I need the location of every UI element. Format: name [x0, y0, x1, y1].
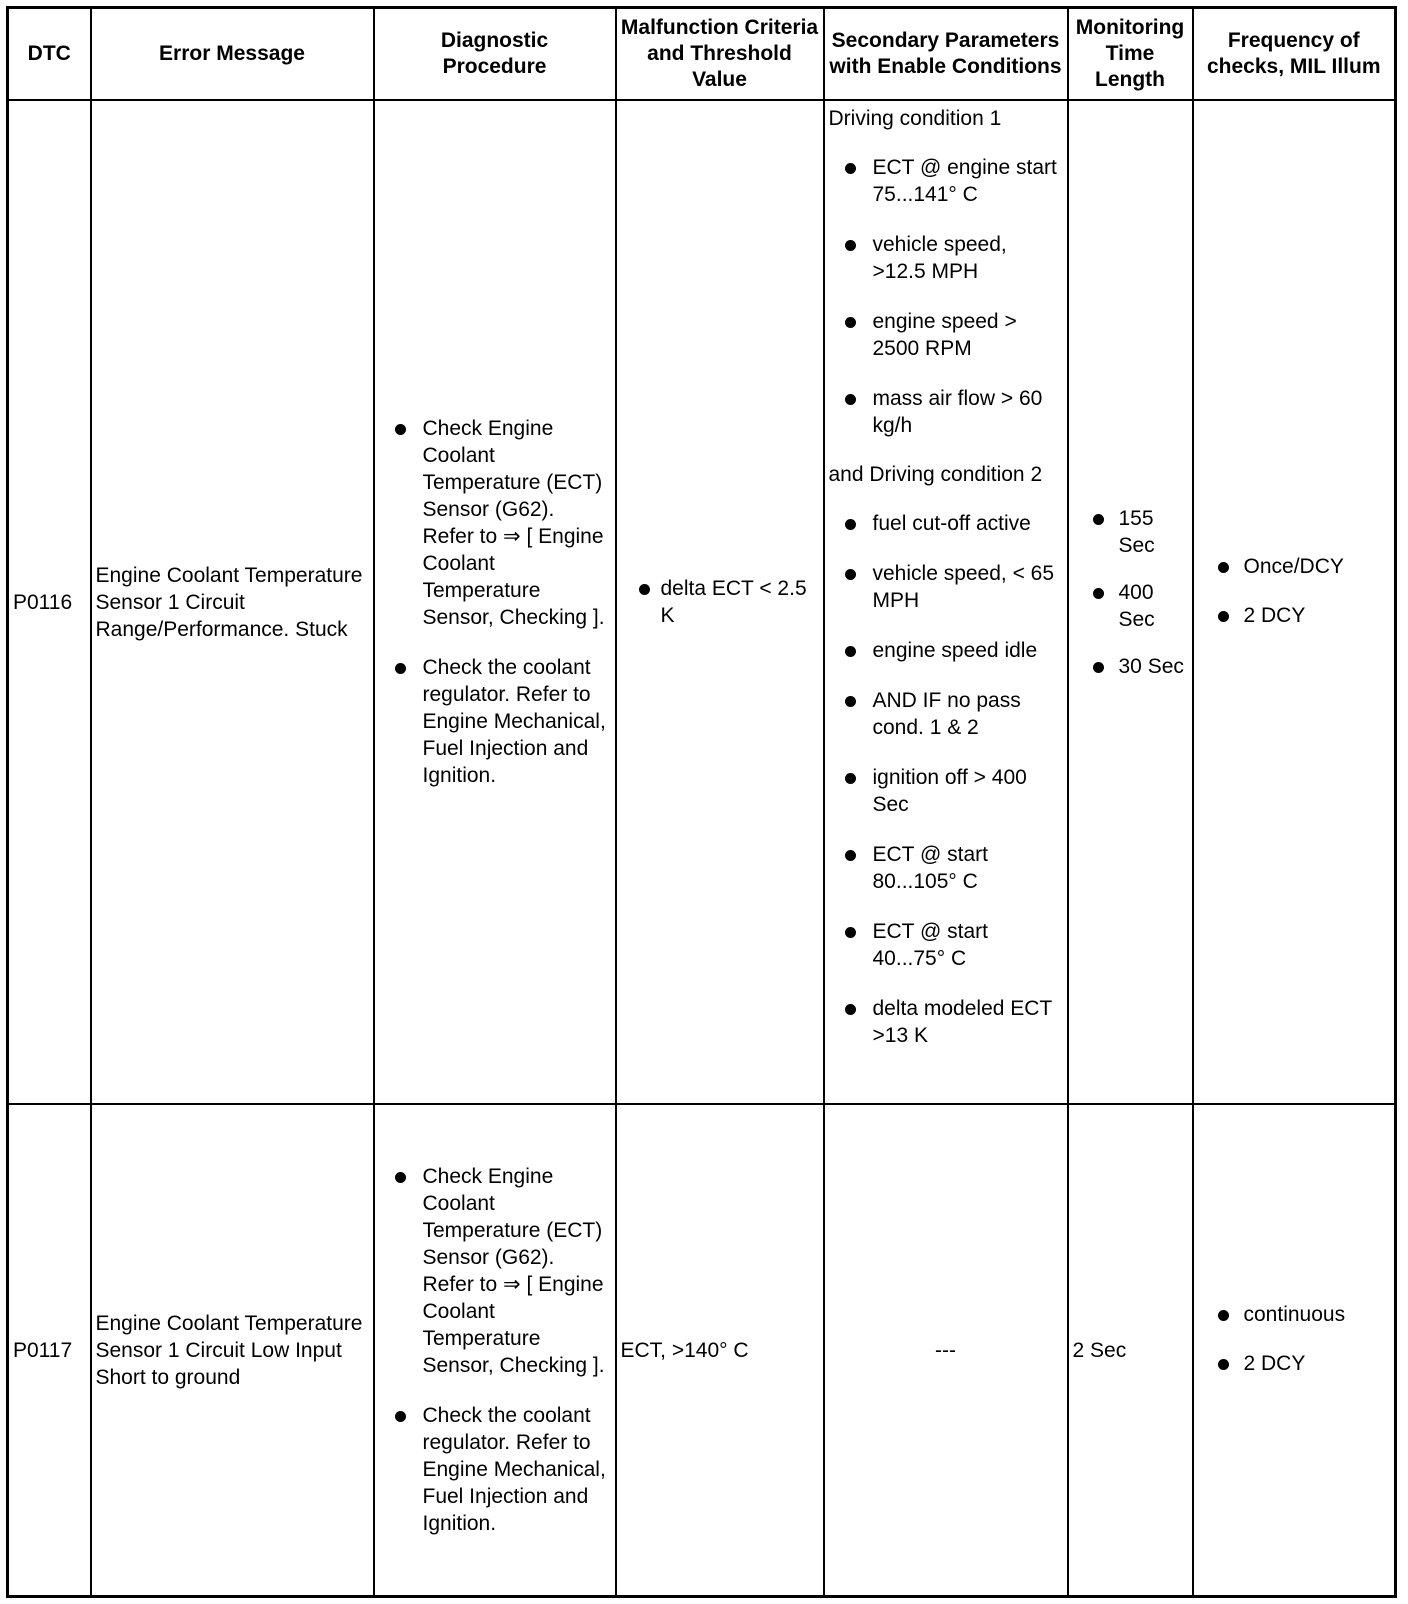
condition-1-label: Driving condition 1	[828, 107, 1002, 130]
header-dtc: DTC	[8, 8, 91, 101]
error-message: Engine Coolant Temperature Sensor 1 Circuit Low Input Short to ground	[91, 1104, 374, 1596]
bullet-icon	[1218, 611, 1229, 622]
dtc-code: P0117	[8, 1104, 91, 1596]
dtc-code: P0116	[8, 100, 91, 1104]
condition-item: vehicle speed, >12.5 MPH	[872, 233, 1007, 283]
list-item	[829, 841, 1063, 895]
list-item	[829, 510, 1063, 537]
time-item: 155 Sec	[1118, 506, 1155, 557]
condition-2-label: and Driving condition 2	[828, 463, 1043, 486]
bullet-icon	[1093, 588, 1104, 599]
bullet-icon	[845, 850, 856, 861]
list-item	[829, 308, 1063, 362]
bullet-icon	[1093, 662, 1104, 673]
condition-item: ECT @ start 80...105° C	[872, 843, 988, 893]
bullet-icon	[845, 1004, 856, 1015]
bullet-icon	[1218, 1359, 1229, 1370]
condition-item: ECT @ engine start 75...141° C	[872, 156, 1057, 206]
secondary-parameters: ---	[824, 1104, 1068, 1596]
monitoring-time: 2 Sec	[1068, 1104, 1193, 1596]
list-item	[1073, 653, 1188, 680]
procedure-step: Check the coolant regulator. Refer to Engine Mechanical, Fuel Injection and Ignition.	[422, 656, 606, 787]
bullet-icon	[845, 927, 856, 938]
header-row	[8, 8, 1396, 101]
malfunction-criteria	[616, 100, 824, 1104]
frequency-item: Once/DCY	[1243, 555, 1344, 578]
secondary-parameters	[824, 100, 1068, 1104]
condition-item: fuel cut-off active	[872, 512, 1031, 535]
malfunction-criteria: ECT, >140° C	[616, 1104, 824, 1596]
list-item	[379, 1402, 611, 1537]
list-item	[829, 995, 1063, 1049]
list-item	[829, 918, 1063, 972]
frequency-item: 2 DCY	[1243, 1352, 1306, 1375]
list-item	[379, 654, 611, 789]
list-item	[829, 385, 1063, 439]
bullet-icon	[1093, 514, 1104, 525]
frequency	[1193, 100, 1396, 1104]
header-malfunction-criteria: Malfunction Criteria and Threshold Value	[616, 8, 824, 101]
error-message: Engine Coolant Temperature Sensor 1 Circuit Range/Performance. Stuck	[91, 100, 374, 1104]
time-item: 400 Sec	[1118, 580, 1155, 631]
bullet-icon	[845, 569, 856, 580]
list-item	[829, 637, 1063, 664]
header-frequency: Frequency of checks, MIL Illum	[1193, 8, 1396, 101]
diagnostic-procedure	[374, 100, 616, 1104]
bullet-icon	[845, 317, 856, 328]
list-item	[1198, 1301, 1391, 1328]
list-item	[829, 687, 1063, 741]
bullet-icon	[395, 663, 406, 674]
list-item	[379, 415, 611, 631]
condition-item: ignition off > 400 Sec	[872, 766, 1027, 816]
condition-item: ECT @ start 40...75° C	[872, 920, 988, 970]
condition-item: engine speed > 2500 RPM	[872, 310, 1017, 360]
header-error-message: Error Message	[91, 8, 374, 101]
frequency-item: continuous	[1243, 1303, 1346, 1326]
procedure-step: Check Engine Coolant Temperature (ECT) Sensor (G62). Refer to ⇒ [ Engine Coolant Temperature Sensor, Checking ].	[422, 1165, 605, 1377]
frequency	[1193, 1104, 1396, 1596]
list-item	[829, 154, 1063, 208]
list-item	[379, 1163, 611, 1379]
header-diagnostic-procedure: Diagnostic Procedure	[374, 8, 616, 101]
frequency-item: 2 DCY	[1243, 604, 1306, 627]
bullet-icon	[845, 773, 856, 784]
condition-item: AND IF no pass cond. 1 & 2	[872, 689, 1021, 739]
list-item	[1198, 553, 1391, 580]
list-item	[829, 231, 1063, 285]
list-item	[1198, 1350, 1391, 1377]
condition-item: mass air flow > 60 kg/h	[872, 387, 1043, 437]
bullet-icon	[845, 163, 856, 174]
bullet-icon	[395, 1172, 406, 1183]
condition-item: delta modeled ECT >13 K	[872, 997, 1052, 1047]
list-item	[621, 575, 819, 629]
bullet-icon	[845, 646, 856, 657]
bullet-icon	[1218, 562, 1229, 573]
table-row	[8, 100, 1396, 1104]
procedure-step: Check Engine Coolant Temperature (ECT) Sensor (G62). Refer to ⇒ [ Engine Coolant Temperature Sensor, Checking ].	[422, 417, 605, 629]
time-item: 30 Sec	[1118, 654, 1184, 678]
bullet-icon	[395, 1411, 406, 1422]
bullet-icon	[639, 584, 650, 595]
list-item	[829, 560, 1063, 614]
list-item	[1073, 505, 1188, 559]
bullet-icon	[845, 394, 856, 405]
monitoring-time	[1068, 100, 1193, 1104]
criteria-item: delta ECT < 2.5 K	[660, 577, 807, 627]
bullet-icon	[845, 240, 856, 251]
bullet-icon	[845, 696, 856, 707]
list-item	[829, 764, 1063, 818]
condition-item: engine speed idle	[872, 639, 1038, 662]
diagnostic-procedure	[374, 1104, 616, 1596]
bullet-icon	[1218, 1310, 1229, 1321]
procedure-step: Check the coolant regulator. Refer to Engine Mechanical, Fuel Injection and Ignition.	[422, 1404, 606, 1535]
bullet-icon	[395, 424, 406, 435]
list-item	[1073, 579, 1188, 633]
list-item	[1198, 602, 1391, 629]
table-row	[8, 1104, 1396, 1596]
condition-item: vehicle speed, < 65 MPH	[872, 562, 1055, 612]
header-secondary-parameters: Secondary Parameters with Enable Conditions	[824, 8, 1068, 101]
bullet-icon	[845, 519, 856, 530]
header-monitoring-time: Monitoring Time Length	[1068, 8, 1193, 101]
dtc-table	[6, 6, 1397, 1598]
